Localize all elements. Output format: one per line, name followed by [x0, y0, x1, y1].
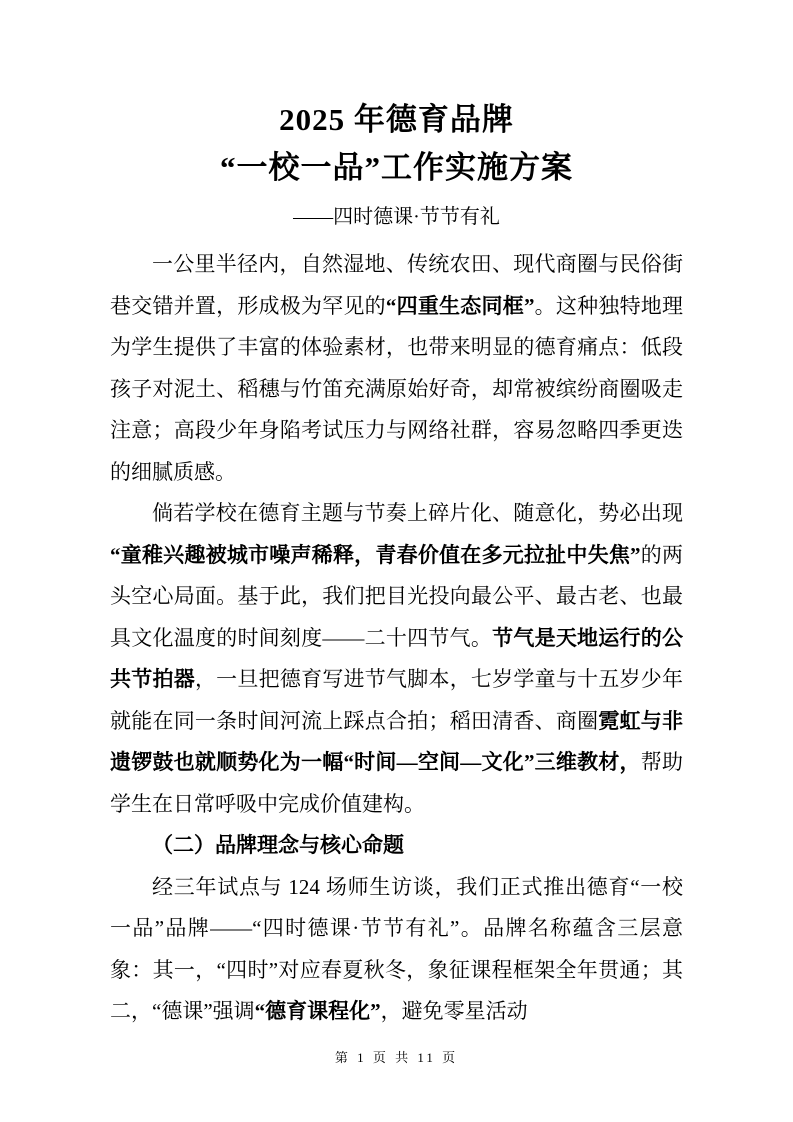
paragraph	[110, 867, 683, 1033]
bold-text-segment: “四重生态同框”	[385, 293, 535, 318]
bold-text-segment: （二）品牌理念与核心命题	[152, 833, 404, 857]
text-segment: ，一旦把德育写进节气脚本，七岁学童与十五岁少年就能在同一条时间河流上踩点合拍；稻田清香、商圈	[110, 667, 684, 733]
paragraph	[110, 244, 683, 493]
bold-text-segment: 节气是天地运行的公共节拍器	[110, 625, 684, 691]
text-segment: 一公里半径内，自然湿地、传统农田、现代商圈与民俗街巷交错并置，形成极为罕见的	[110, 252, 683, 318]
text-segment: 的两头空心局面。基于此，我们把目光投向最公平、最古老、也最具文化温度的时间刻度——二十四节气。	[110, 542, 684, 650]
text-segment: ，避免零星活动	[380, 999, 528, 1023]
bold-text-segment: 霓虹与非遗锣鼓也就顺势化为一幅“时间—空间—文化”三维教材，	[110, 708, 684, 774]
text-segment: 经三年试点与 124 场师生访谈，我们正式推出德育“一校一品”品牌——“四时德课·节节有礼”。品牌名称蕴含三层意象：其一，“四时”对应春夏秋冬，象征课程框架全年贯通；其二，“德课”强调	[110, 874, 683, 1023]
document-subtitle: ——四时德课·节节有礼	[293, 206, 500, 228]
document-title-line-1: 2025 年德育品牌	[279, 102, 514, 137]
bold-text-segment: “童稚兴趣被城市噪声稀释，青春价值在多元拉扯中失焦”	[110, 542, 641, 567]
paragraph	[110, 493, 683, 825]
text-segment: 帮助学生在日常呼吸中完成价值建构。	[110, 750, 684, 816]
text-segment: 倘若学校在德育主题与节奏上碎片化、随意化，势必出现	[152, 501, 683, 525]
text-segment: 。这种独特地理为学生提供了丰富的体验素材，也带来明显的德育痛点：低段孩子对泥土、稻穗与竹笛充满原始好奇，却常被缤纷商圈吸走注意；高段少年身陷考试压力与网络社群，容易忽略四季更迭的细腻质感。	[110, 293, 684, 484]
bold-text-segment: “德育课程化”	[254, 999, 381, 1023]
document-title	[110, 96, 683, 192]
document-body	[110, 244, 683, 1033]
section-heading	[110, 825, 683, 867]
document-title-line-2: “一校一品”工作实施方案	[220, 150, 573, 185]
page-footer: 第 1 页 共 11 页	[334, 1050, 459, 1065]
